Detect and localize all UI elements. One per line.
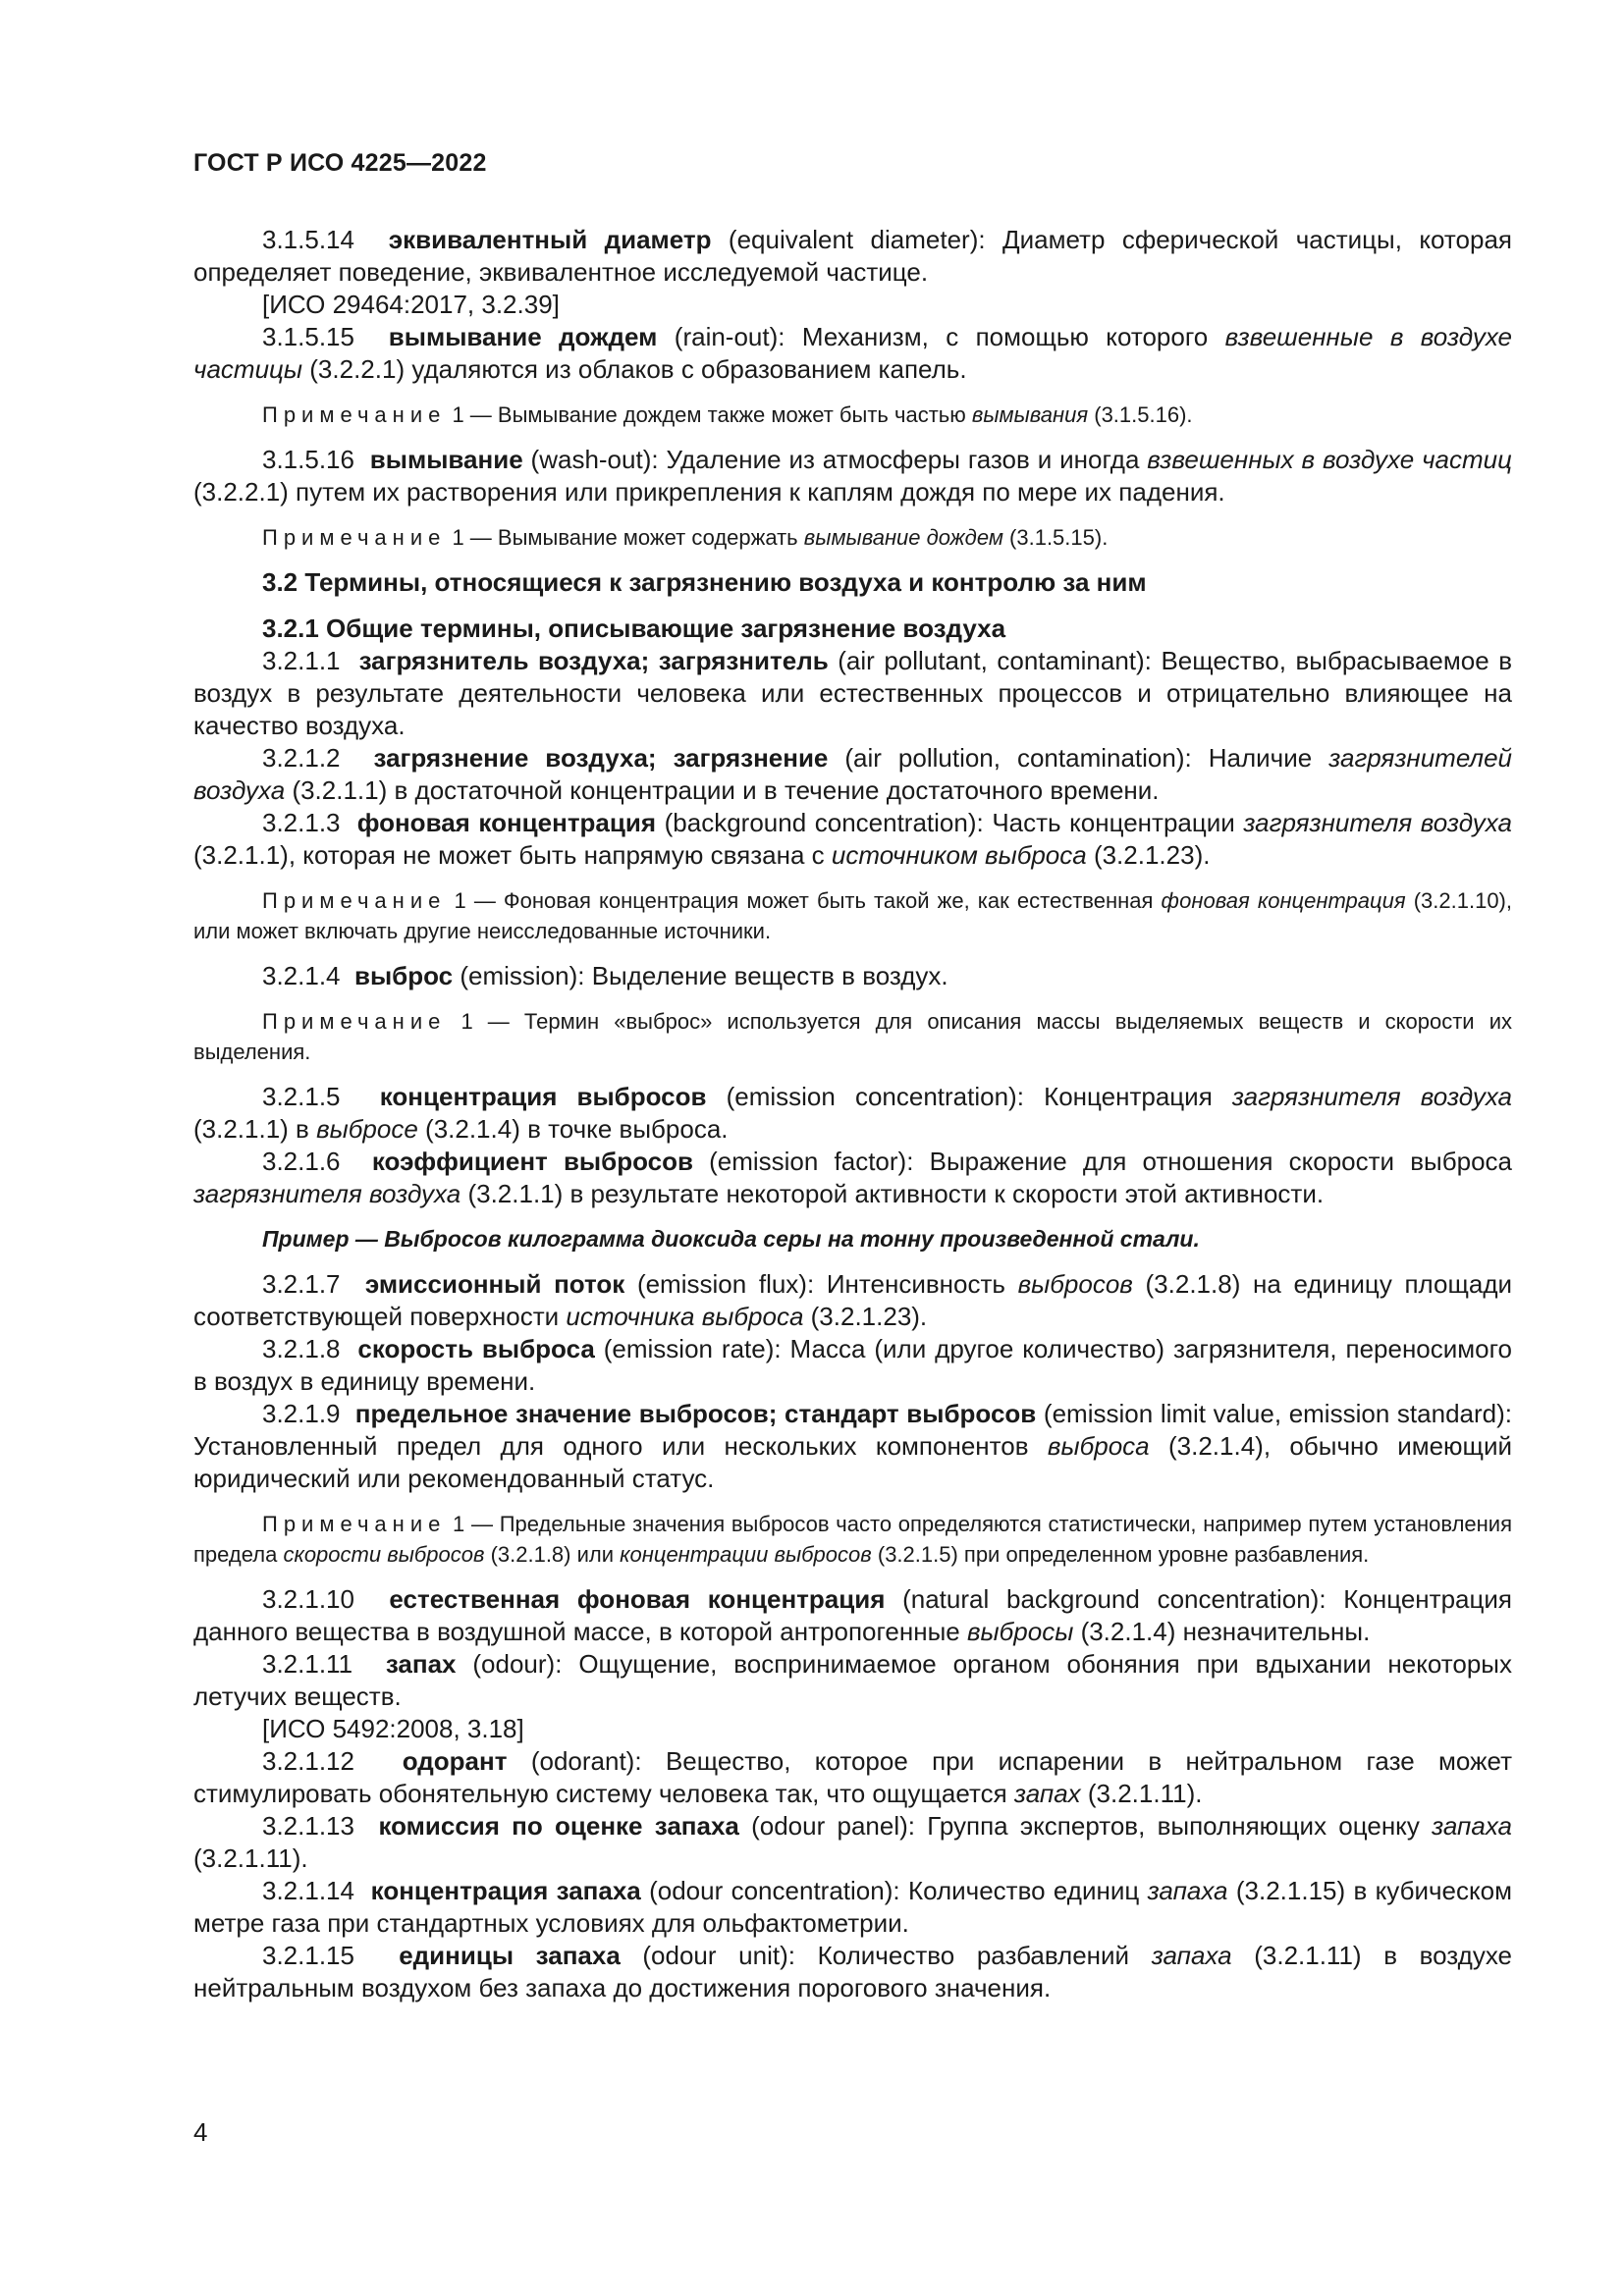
note-label: Примечание [262,1009,447,1034]
source-reference: [ИСО 5492:2008, 3.18] [262,1714,524,1743]
term-entry: 3.1.5.15 вымывание дождем (rain-out): Механизм, с помощью которого взвешенные в воздухе частицы (3.2.2.1) удаляются из облаков с образованием капель. [193,322,1512,384]
term-entry: 3.2.1.2 загрязнение воздуха; загрязнение (air pollution, contamination): Наличие загрязнителей воздуха (3.2.1.1) в достаточной концентрации и в течение достаточного времени. [193,743,1513,805]
note-label: Примечание [262,402,447,427]
term-entry: 3.2.1.12 одорант (odorant): Вещество, которое при испарении в нейтральном газе может стимулировать обонятельную систему человека так, что ощущается запах (3.2.1.11). [193,1746,1512,1808]
note: Примечание 1 — Вымывание дождем также может быть частью вымывания (3.1.5.16). [262,402,1193,427]
term-entry: 3.1.5.14 эквивалентный диаметр (equivalent diameter): Диаметр сферической частицы, которая определяет поведение, эквивалентное исследуемой частице. [193,225,1512,287]
page-number: 4 [193,2117,208,2147]
term-name: концентрация запаха [370,1876,641,1905]
term-entry: 3.2.1.3 фоновая концентрация (background concentration): Часть концентрации загрязнителя воздуха (3.2.1.1), которая не может быть напрямую связана с источником выброса (3.2.1.23). [193,808,1512,870]
term-name: загрязнение воздуха; загрязнение [373,743,829,773]
note: Примечание 1 — Вымывание может содержать вымывание дождем (3.1.5.15). [262,525,1109,550]
subsection-heading: 3.2.1 Общие термины, описывающие загрязнение воздуха [262,614,1006,643]
note-label: Примечание [262,525,447,550]
note-label: Примечание [262,1512,447,1536]
term-entry: 3.2.1.6 коэффициент выбросов (emission factor): Выражение для отношения скорости выброса загрязнителя воздуха (3.2.1.1) в результате некоторой активности к скорости этой активности. [193,1147,1512,1208]
term-name: единицы запаха [399,1941,621,1970]
term-name: естественная фоновая концентрация [389,1584,886,1614]
example: Пример — Выбросов килограмма диоксида серы на тонну произведенной стали. [262,1226,1200,1252]
note: Примечание 1 — Предельные значения выбросов часто определяются статистически, например путем установления предела скорости выбросов (3.2.1.8) или концентрации выбросов (3.2.1.5) при определенном уровне разбавления. [193,1512,1512,1567]
term-entry: 3.2.1.15 единицы запаха (odour unit): Количество разбавлений запаха (3.2.1.11) в воздухе нейтральным воздухом без запаха до достижения порогового значения. [193,1941,1512,2002]
term-name: концентрация выбросов [379,1082,707,1111]
term-entry: 3.2.1.7 эмиссионный поток (emission flux): Интенсивность выбросов (3.2.1.8) на единицу площади соответствующей поверхности источника выброса (3.2.1.23). [193,1269,1513,1331]
note: Примечание 1 — Термин «выброс» используется для описания массы выделяемых веществ и скорости их выделения. [193,1009,1512,1064]
term-entry: 3.2.1.4 выброс (emission): Выделение веществ в воздух. [262,961,948,990]
document-body [193,224,1512,2004]
term-name: загрязнитель воздуха; загрязнитель [358,646,829,675]
term-name: скорость выброса [357,1334,595,1363]
term-name: одорант [402,1746,508,1776]
term-entry: 3.2.1.9 предельное значение выбросов; стандарт выбросов (emission limit value, emission standard): Установленный предел для одного или нескольких компонентов выброса (3.2.1.4), обычно имеющий юридический или рекомендованный статус. [193,1399,1512,1493]
term-entry: 3.2.1.13 комиссия по оценке запаха (odour panel): Группа экспертов, выполняющих оценку запаха (3.2.1.11). [193,1811,1512,1873]
term-name: вымывание дождем [388,322,658,351]
term-entry: 3.2.1.1 загрязнитель воздуха; загрязнитель (air pollutant, contaminant): Вещество, выбрасываемое в воздух в результате деятельности человека или естественных процессов и отрицательно влияющее на качество воздуха. [193,646,1513,740]
term-name: эквивалентный диаметр [388,225,712,254]
term-name: вымывание [369,445,523,474]
term-entry: 3.2.1.5 концентрация выбросов (emission concentration): Концентрация загрязнителя воздуха (3.2.1.1) в выбросе (3.2.1.4) в точке выброса. [193,1082,1513,1144]
source-reference: [ИСО 29464:2017, 3.2.39] [262,290,560,319]
term-name: комиссия по оценке запаха [378,1811,739,1841]
note: Примечание 1 — Фоновая концентрация может быть такой же, как естественная фоновая концентрация (3.2.1.10), или может включать другие неисследованные источники. [193,888,1512,943]
section-heading: 3.2 Термины, относящиеся к загрязнению воздуха и контролю за ним [262,567,1147,597]
term-name: предельное значение выбросов; стандарт выбросов [354,1399,1037,1428]
term-name: запах [385,1649,457,1679]
term-name: коэффициент выбросов [371,1147,693,1176]
term-entry: 3.2.1.8 скорость выброса (emission rate): Масса (или другое количество) загрязнителя, переносимого в воздух в единицу времени. [193,1334,1513,1396]
term-entry: 3.2.1.11 запах (odour): Ощущение, воспринимаемое органом обоняния при вдыхании некоторых летучих веществ. [193,1649,1512,1711]
standard-header: ГОСТ Р ИСО 4225—2022 [193,149,487,177]
term-name: выброс [353,961,454,990]
term-entry: 3.1.5.16 вымывание (wash-out): Удаление из атмосферы газов и иногда взвешенных в воздухе частиц (3.2.2.1) путем их растворения или прикрепления к каплям дождя по мере их падения. [193,445,1512,507]
term-entry: 3.2.1.14 концентрация запаха (odour concentration): Количество единиц запаха (3.2.1.15) в кубическом метре газа при стандартных условиях для ольфактометрии. [193,1876,1513,1938]
term-name: фоновая концентрация [356,808,657,837]
note-label: Примечание [262,888,447,913]
term-entry: 3.2.1.10 естественная фоновая концентрация (natural background concentration): Концентрация данного вещества в воздушной массе, в которой антропогенные выбросы (3.2.1.4) незначительны. [193,1584,1512,1646]
term-name: эмиссионный поток [364,1269,625,1299]
